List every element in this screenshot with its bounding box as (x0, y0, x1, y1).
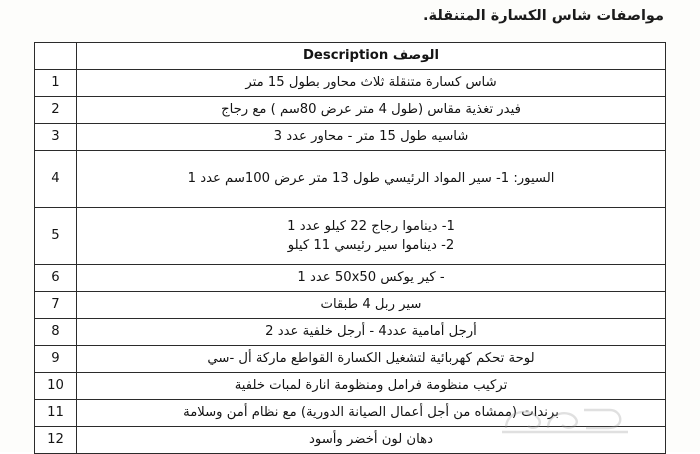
description-line: فيدر تغذية مقاس (طول 4 متر عرض 80سم ) مع رجاج (221, 102, 521, 118)
table-row (35, 97, 666, 124)
cell-description (77, 151, 666, 208)
description-line: - كير يوكس 50x50 عدد 1 (297, 270, 445, 286)
cell-description (77, 208, 666, 265)
cell-number: 12 (35, 427, 77, 454)
description-line: سير ربل 4 طبقات (320, 297, 422, 313)
table-row (35, 346, 666, 373)
table-head (35, 43, 666, 70)
table-row (35, 151, 666, 208)
cell-number: 5 (35, 208, 77, 265)
cell-description (77, 346, 666, 373)
table-row (35, 208, 666, 265)
description-line: دهان لون أخضر وأسود (309, 432, 433, 448)
cell-description (77, 124, 666, 151)
cell-number: 8 (35, 319, 77, 346)
description-line: 2- ديناموا سير رئيسي 11 كيلو (287, 238, 455, 253)
table-header-row (35, 43, 666, 70)
table-row (35, 400, 666, 427)
cell-description (77, 400, 666, 427)
column-header-number (35, 43, 77, 70)
description-line: السيور: 1- سير المواد الرئيسي طول 13 متر عرض 100سم عدد 1 (187, 171, 555, 187)
description-line: شاسيه طول 15 متر - محاور عدد 3 (273, 129, 469, 145)
specifications-table (34, 42, 666, 454)
description-line: لوحة تحكم كهربائية لتشغيل الكسارة القواطع ماركة أل -سي (207, 351, 535, 367)
cell-description (77, 319, 666, 346)
cell-number: 2 (35, 97, 77, 124)
page-title: مواصفات شاس الكسارة المتنقلة. (423, 8, 664, 24)
table-row (35, 124, 666, 151)
description-line: تركيب منظومة فرامل ومنظومة انارة لمبات خلفية (234, 378, 508, 394)
cell-number: 11 (35, 400, 77, 427)
table-row (35, 265, 666, 292)
cell-number: 1 (35, 70, 77, 97)
cell-description (77, 373, 666, 400)
cell-number: 6 (35, 265, 77, 292)
cell-description (77, 97, 666, 124)
description-line: برندات (ممشاه من أجل أعمال الصيانة الدورية) مع نظام أمن وسلامة (183, 405, 559, 421)
table-row (35, 427, 666, 454)
description-line: 1- ديناموا رجاج 22 كيلو عدد 1 (287, 218, 455, 234)
table-row (35, 292, 666, 319)
table-row (35, 373, 666, 400)
table-row (35, 319, 666, 346)
cell-description (77, 427, 666, 454)
cell-description (77, 292, 666, 319)
cell-number: 3 (35, 124, 77, 151)
description-line: شاس كسارة متنقلة ثلاث محاور بطول 15 متر (245, 75, 497, 91)
cell-description (77, 70, 666, 97)
table-row (35, 70, 666, 97)
cell-number: 7 (35, 292, 77, 319)
cell-number: 9 (35, 346, 77, 373)
column-header-description: الوصف Description (77, 43, 666, 70)
cell-description (77, 265, 666, 292)
table-body (35, 70, 666, 454)
description-line: أرجل أمامية عدد4 - أرجل خلفية عدد 2 (265, 324, 477, 340)
cell-number: 10 (35, 373, 77, 400)
cell-number: 4 (35, 151, 77, 208)
